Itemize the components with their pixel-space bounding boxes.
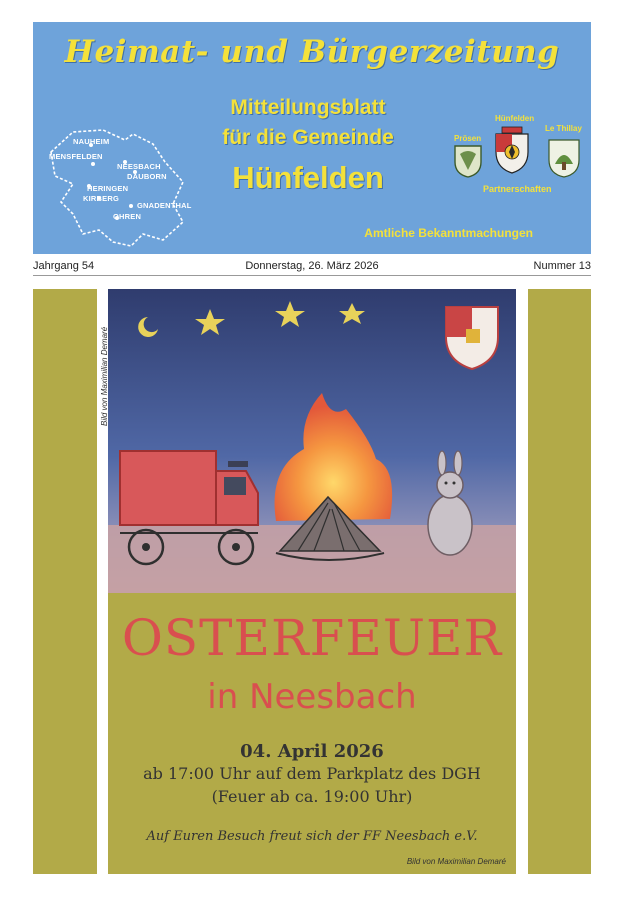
event-time-place: ab 17:00 Uhr auf dem Parkplatz des DGH xyxy=(143,764,481,783)
map-label-kirberg: KIRBERG xyxy=(83,194,119,203)
issue-info-bar xyxy=(33,257,591,276)
poster-title: OSTERFEUER xyxy=(121,609,503,667)
official-notices-label: Amtliche Bekanntmachungen xyxy=(364,226,533,240)
issue-date: Donnerstag, 26. März 2026 xyxy=(245,260,379,272)
image-credit: Bild von Maximilian Demaré xyxy=(406,857,506,866)
subtitle-line1: Mitteilungsblatt xyxy=(230,96,386,119)
fire-start-note: (Feuer ab ca. 19:00 Uhr) xyxy=(211,787,413,806)
newspaper-title: Heimat- und Bürgerzeitung xyxy=(64,34,560,70)
map-label-mensfelden: MENSFELDEN xyxy=(49,152,103,161)
issue-number: Nummer 13 xyxy=(533,260,591,272)
crest-label-left: Prösen xyxy=(454,134,482,143)
map-label-dauborn: DAUBORN xyxy=(127,172,167,181)
olive-column-right xyxy=(528,289,591,874)
masthead xyxy=(33,22,591,254)
map-label-gnadenthal: GNADENTHAL xyxy=(137,201,192,210)
volume: Jahrgang 54 xyxy=(33,260,95,272)
map-label-neesbach: NEESBACH xyxy=(117,162,161,171)
poster-location: in Neesbach xyxy=(207,677,417,717)
partnerships-caption: Partnerschaften xyxy=(483,184,552,194)
le-thillay-crest-icon xyxy=(547,138,581,178)
municipality-name: Hünfelden xyxy=(232,160,384,195)
crest-label-right: Le Thillay xyxy=(545,124,582,133)
map-label-nauheim: NAUHEIM xyxy=(73,137,110,146)
crest-label-center: Hünfelden xyxy=(495,114,535,123)
map-label-ohren: OHREN xyxy=(113,212,142,221)
childrens-drawing xyxy=(108,289,516,593)
event-date: 04. April 2026 xyxy=(240,741,384,762)
proesen-crest-icon xyxy=(453,144,483,178)
invitation-line: Auf Euren Besuch freut sich der FF Neesbach e.V. xyxy=(146,829,478,844)
side-image-credit xyxy=(98,296,112,426)
subtitle-line2: für die Gemeinde xyxy=(222,126,394,149)
side-image-credit-text: Bild von Maximilian Demaré xyxy=(100,326,109,426)
olive-column-left xyxy=(33,289,97,874)
huenfelden-crest-icon xyxy=(493,126,531,174)
map-label-heringen: HERINGEN xyxy=(87,184,129,193)
easter-fire-poster xyxy=(108,289,516,874)
